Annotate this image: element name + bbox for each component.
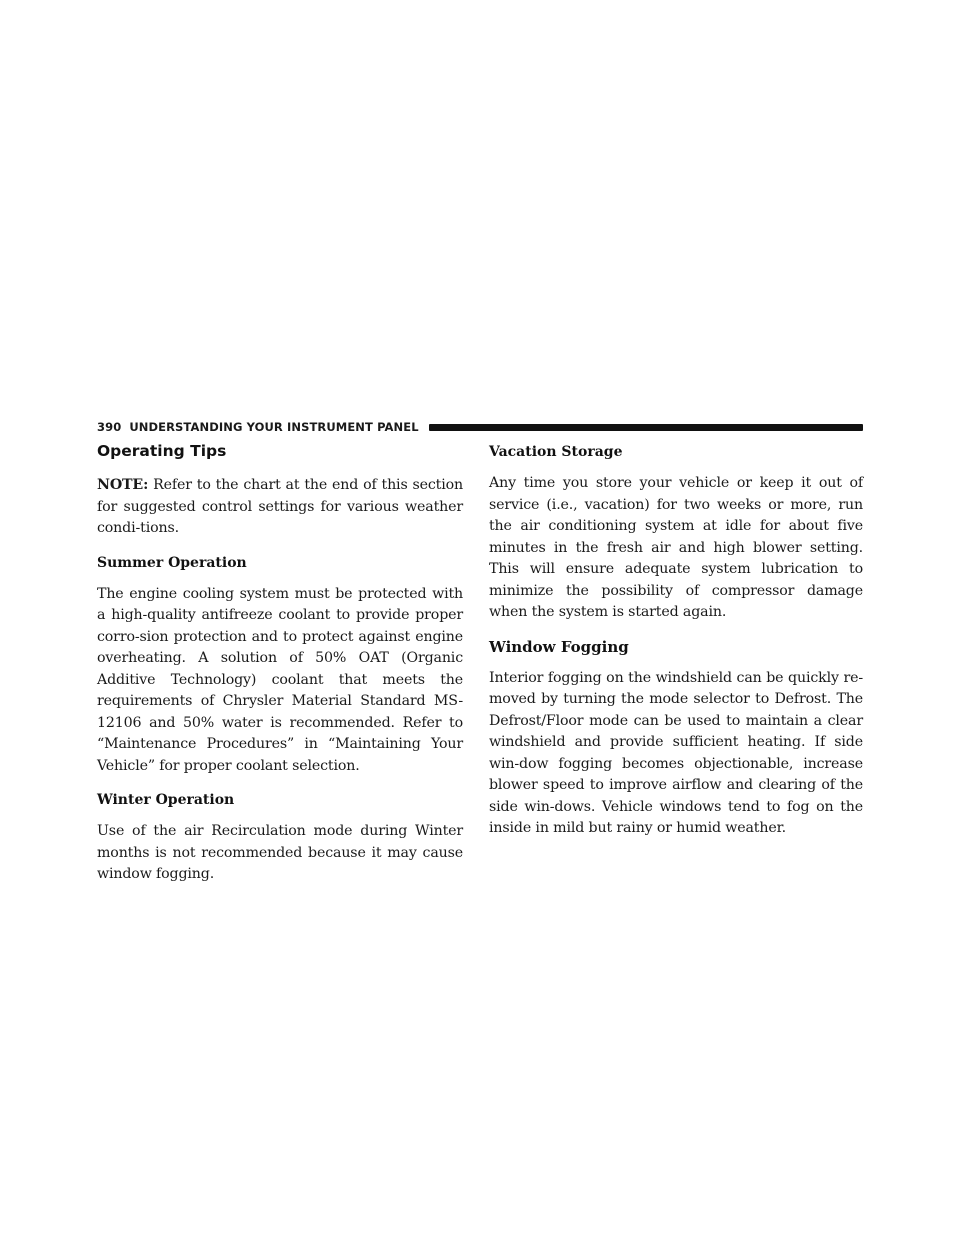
summer-operation-heading: Summer Operation [97, 554, 247, 571]
vacation-storage-heading: Vacation Storage [489, 444, 623, 460]
summer-operation-text: The engine cooling system must be protected with a high-quality antifreeze coolant to provide proper corro-sion protection and to protect against engine overheating. A solution of 50% OAT (Organic Additive Technology) coolant that meets the requirements of Chrysler Material Standard MS-12106 and 50% water is recommended. Refer to “Maintenance Procedures” in “Maintaining Your Vehicle” for proper coolant selection. [97, 585, 463, 774]
section-title: UNDERSTANDING YOUR INSTRUMENT PANEL [129, 420, 419, 434]
winter-operation-text: Use of the air Recirculation mode during Winter months is not recommended because it may cause window fogging. [97, 823, 463, 882]
note-text: Refer to the chart at the end of this section for suggested control settings for various weather condi-tions. [97, 477, 463, 536]
right-column [489, 441, 863, 853]
header-rule [429, 424, 863, 431]
note-label: NOTE: [97, 477, 149, 493]
left-column [97, 441, 463, 899]
operating-tips-heading: Operating Tips [97, 442, 227, 460]
page-number: 390 [97, 420, 122, 434]
page-header [97, 419, 863, 435]
vacation-storage-text: Any time you store your vehicle or keep it out of service (i.e., vacation) for two weeks or more, run the air conditioning system at idle for about five minutes in the fresh air and high blower setting. This will ensure adequate system lubrication to minimize the possibility of compressor damage when the system is started again. [489, 475, 863, 620]
winter-operation-heading: Winter Operation [97, 792, 235, 808]
window-fogging-text: Interior fogging on the windshield can be quickly re-moved by turning the mode selector to Defrost. The Defrost/Floor mode can be used to maintain a clear windshield and provide sufficient heating. If side win-dow fogging becomes objectionable, increase blower speed to improve airflow and clearing of the side win-dows. Vehicle windows tend to fog on the inside in mild but rainy or humid weather. [489, 669, 863, 836]
note-paragraph [97, 475, 463, 540]
window-fogging-heading: Window Fogging [489, 637, 629, 656]
